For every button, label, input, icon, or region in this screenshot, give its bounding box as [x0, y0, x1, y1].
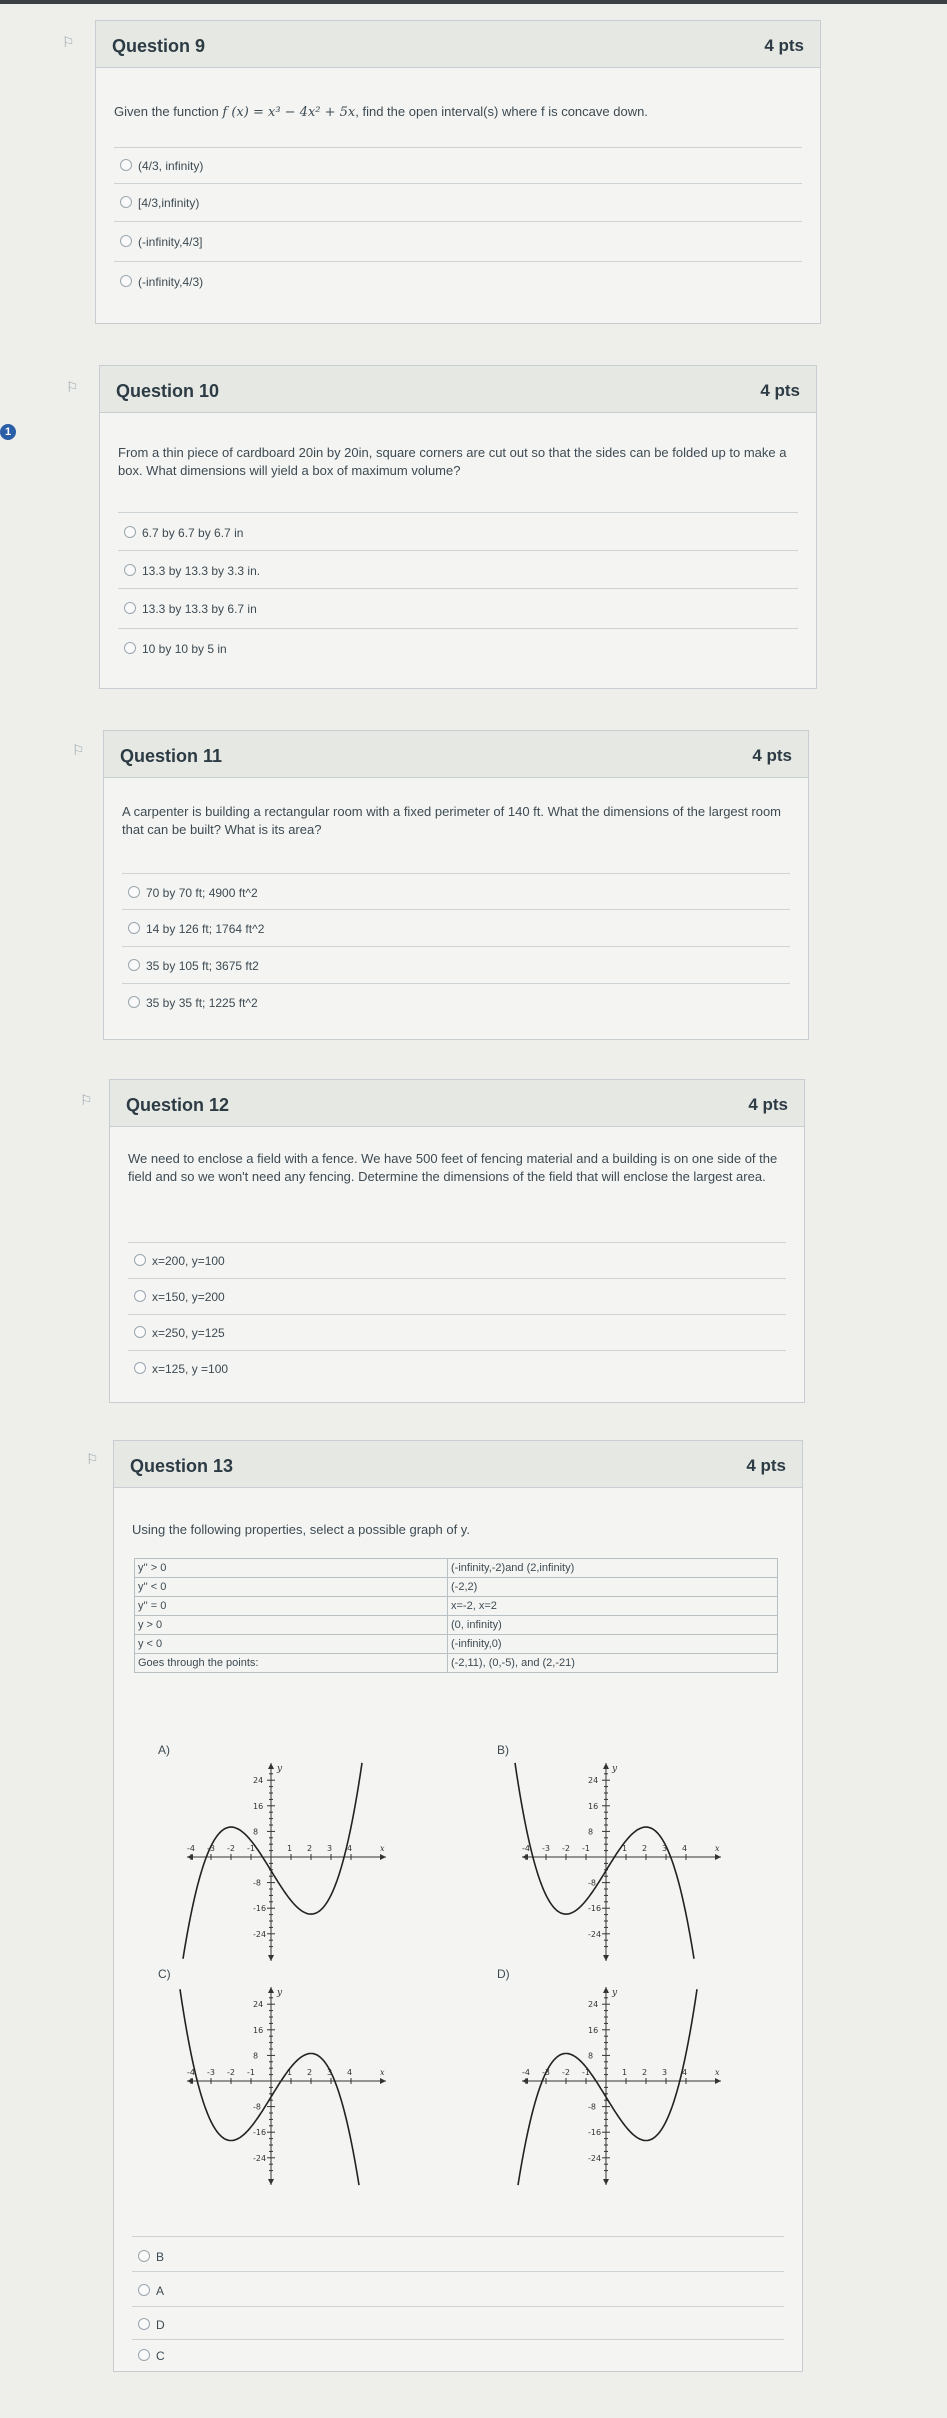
y-tick-label: 16 — [253, 1801, 264, 1811]
x-tick-label: 2 — [642, 2068, 648, 2077]
question-header — [114, 1441, 802, 1488]
radio-button[interactable] — [124, 564, 136, 576]
graph-label-b: B) — [497, 1743, 509, 1757]
y-tick-label: -8 — [588, 2102, 596, 2112]
x-axis-label: x — [380, 1844, 385, 1853]
radio-button[interactable] — [128, 886, 140, 898]
prompt-text: Given the function — [114, 104, 223, 119]
radio-button[interactable] — [120, 275, 132, 287]
x-tick-label: -1 — [582, 1844, 590, 1853]
x-tick-label: 1 — [622, 1844, 628, 1853]
y-tick-label: 24 — [588, 2000, 599, 2010]
y-tick-label: -16 — [253, 1904, 267, 1914]
y-tick-label: -24 — [253, 1929, 267, 1939]
x-tick-label: 4 — [347, 1844, 353, 1853]
answer-divider — [118, 550, 798, 551]
answer-divider — [114, 221, 802, 222]
question-prompt: From a thin piece of cardboard 20in by 20in, square corners are cut out so that the sides can be folded up to make a box. What dimensions will yield a box of maximum volume? — [118, 445, 787, 478]
radio-button[interactable] — [124, 602, 136, 614]
question-title: Question 9 — [112, 36, 206, 56]
question-prompt — [114, 103, 802, 122]
question-9-card — [95, 20, 821, 324]
answer-divider — [122, 909, 790, 910]
properties-table — [134, 1558, 778, 1673]
x-axis-label: x — [715, 2068, 720, 2077]
question-points: 4 pts — [752, 746, 792, 765]
answer-option[interactable]: 6.7 by 6.7 by 6.7 in — [124, 526, 243, 540]
answer-divider — [114, 147, 802, 148]
answer-divider — [132, 2271, 784, 2272]
answer-option[interactable]: 70 by 70 ft; 4900 ft^2 — [128, 886, 258, 900]
x-tick-label: 2 — [307, 2068, 313, 2077]
radio-button[interactable] — [134, 1362, 146, 1374]
y-tick-label: -24 — [588, 2153, 602, 2163]
x-tick-label: 3 — [327, 2068, 333, 2077]
answer-option[interactable]: D — [138, 2318, 165, 2332]
answer-option[interactable]: (4/3, infinity) — [120, 159, 203, 173]
top-border — [0, 0, 947, 4]
table-row: y'' < 0 (-2,2) — [135, 1578, 778, 1597]
answer-option[interactable]: 10 by 10 by 5 in — [124, 642, 227, 656]
radio-button[interactable] — [134, 1254, 146, 1266]
x-tick-label: -2 — [227, 1844, 235, 1853]
y-tick-label: 16 — [588, 2025, 599, 2035]
y-axis-label: y — [612, 1764, 618, 1774]
axis-arrows — [522, 1987, 721, 2185]
y-axis-label: y — [612, 1988, 618, 1998]
answer-divider — [114, 183, 802, 184]
question-11-card — [103, 730, 809, 1040]
question-header — [104, 731, 808, 778]
question-header — [100, 366, 816, 413]
question-points: 4 pts — [748, 1095, 788, 1114]
question-title: Question 11 — [120, 746, 223, 766]
y-tick-label: 24 — [588, 1776, 599, 1786]
table-row: y'' > 0 (-infinity,-2)and (2,infinity) — [135, 1559, 778, 1578]
answer-divider — [114, 261, 802, 262]
radio-button[interactable] — [138, 2318, 150, 2330]
x-tick-label: -1 — [247, 1844, 255, 1853]
y-tick-label: -8 — [253, 1878, 261, 1888]
answer-divider — [128, 1278, 786, 1279]
answer-divider — [132, 2306, 784, 2307]
flag-question-11-icon[interactable]: ⚐ — [72, 743, 85, 759]
answer-option[interactable]: x=200, y=100 — [134, 1254, 225, 1268]
question-title: Question 13 — [130, 1456, 234, 1476]
x-tick-label: 3 — [662, 1844, 668, 1853]
radio-button[interactable] — [120, 159, 132, 171]
question-points: 4 pts — [764, 36, 804, 55]
answer-option[interactable]: x=150, y=200 — [134, 1290, 225, 1304]
y-tick-label: -8 — [588, 1878, 596, 1888]
question-prompt: We need to enclose a field with a fence. We have 500 feet of fencing material and a building is on one side of the field and so we won't need any fencing. Determine the dimensions of the field that will enclose the largest area. — [128, 1151, 778, 1184]
y-tick-label: -16 — [253, 2128, 267, 2138]
radio-button[interactable] — [124, 642, 136, 654]
y-tick-label: 8 — [253, 2051, 259, 2061]
question-header — [96, 21, 820, 68]
radio-button[interactable] — [124, 526, 136, 538]
x-tick-label: -4 — [187, 2068, 195, 2077]
graph-label-a: A) — [158, 1743, 170, 1757]
axis-arrows — [187, 1987, 386, 2185]
x-tick-label: 4 — [347, 2068, 353, 2077]
x-tick-label: -3 — [207, 2068, 215, 2077]
y-tick-label: 16 — [253, 2025, 264, 2035]
x-axis-label: x — [715, 1844, 720, 1853]
x-tick-label: -2 — [227, 2068, 235, 2077]
question-prompt: Using the following properties, select a possible graph of y. — [132, 1522, 470, 1537]
answer-option[interactable]: 13.3 by 13.3 by 3.3 in. — [124, 564, 260, 578]
x-tick-label: 4 — [682, 1844, 688, 1853]
x-tick-label: -2 — [562, 1844, 570, 1853]
graph-d — [514, 1981, 729, 2191]
prompt-text-end: , find the open interval(s) where f is concave down. — [355, 104, 648, 119]
curve — [515, 1763, 694, 1959]
answer-option[interactable]: A — [138, 2284, 164, 2298]
question-12-card — [109, 1079, 805, 1403]
y-tick-label: -16 — [588, 2128, 602, 2138]
answer-option[interactable]: C — [138, 2349, 165, 2363]
radio-button[interactable] — [128, 959, 140, 971]
y-tick-label: -24 — [588, 1929, 602, 1939]
flag-question-12-icon[interactable]: ⚐ — [80, 1093, 93, 1109]
table-row: y > 0 (0, infinity) — [135, 1616, 778, 1635]
answer-divider — [118, 512, 798, 513]
question-title: Question 10 — [116, 381, 220, 401]
answer-option[interactable]: 13.3 by 13.3 by 6.7 in — [124, 602, 257, 616]
radio-button[interactable] — [128, 996, 140, 1008]
x-tick-label: -2 — [562, 2068, 570, 2077]
x-tick-label: 3 — [327, 1844, 333, 1853]
x-tick-label: 3 — [662, 2068, 668, 2077]
prompt-function: f (x) = x³ − 4x² + 5x — [222, 105, 356, 120]
answer-divider — [128, 1242, 786, 1243]
x-axis-label: x — [380, 2068, 385, 2077]
x-tick-label: 1 — [622, 2068, 628, 2077]
answer-divider — [132, 2236, 784, 2237]
x-tick-label: 1 — [287, 1844, 293, 1853]
y-tick-label: -24 — [253, 2153, 267, 2163]
answer-option[interactable]: 14 by 126 ft; 1764 ft^2 — [128, 922, 264, 936]
answer-divider — [132, 2339, 784, 2340]
answer-option[interactable]: x=125, y =100 — [134, 1362, 228, 1376]
question-points: 4 pts — [746, 1456, 786, 1475]
axis-arrows — [522, 1763, 721, 1961]
graph-label-d: D) — [497, 1967, 510, 1981]
y-tick-label: 8 — [588, 1827, 594, 1837]
answer-option[interactable]: 35 by 105 ft; 3675 ft2 — [128, 959, 259, 973]
x-tick-label: -3 — [542, 1844, 550, 1853]
flag-question-9-icon[interactable]: ⚐ — [62, 35, 75, 51]
graph-label-c: C) — [158, 1967, 171, 1981]
question-13-card — [113, 1440, 803, 2372]
flag-question-13-icon[interactable]: ⚐ — [86, 1452, 99, 1468]
answer-option[interactable]: (-infinity,4/3) — [120, 275, 203, 289]
y-tick-label: 8 — [253, 1827, 259, 1837]
answer-divider — [122, 983, 790, 984]
answer-divider — [122, 946, 790, 947]
x-tick-label: -3 — [542, 2068, 550, 2077]
radio-button[interactable] — [134, 1326, 146, 1338]
x-tick-label: -1 — [582, 2068, 590, 2077]
graph-a — [179, 1757, 394, 1967]
x-tick-label: 2 — [642, 1844, 648, 1853]
y-axis-label: y — [277, 1764, 283, 1774]
x-tick-label: 2 — [307, 1844, 313, 1853]
answer-divider — [122, 873, 790, 874]
x-tick-label: -4 — [522, 2068, 530, 2077]
answer-divider — [118, 588, 798, 589]
question-prompt: A carpenter is building a rectangular room with a fixed perimeter of 140 ft. What the dimensions of the largest room that can be built? What is its area? — [122, 804, 782, 837]
x-tick-label: 4 — [682, 2068, 688, 2077]
answer-option[interactable]: x=250, y=125 — [134, 1326, 225, 1340]
axis-arrows — [187, 1763, 386, 1961]
table-row: y'' = 0 x=-2, x=2 — [135, 1597, 778, 1616]
question-points: 4 pts — [760, 381, 800, 400]
x-tick-label: -4 — [522, 1844, 530, 1853]
answer-option[interactable]: (-infinity,4/3] — [120, 235, 202, 249]
radio-button[interactable] — [120, 196, 132, 208]
table-row: Goes through the points: (-2,11), (0,-5), and (2,-21) — [135, 1654, 778, 1673]
table-row: y < 0 (-infinity,0) — [135, 1635, 778, 1654]
x-tick-label: -3 — [207, 1844, 215, 1853]
question-title: Question 12 — [126, 1095, 230, 1115]
y-tick-label: -16 — [588, 1904, 602, 1914]
y-tick-label: 24 — [253, 2000, 264, 2010]
question-header — [110, 1080, 804, 1127]
answer-divider — [128, 1314, 786, 1315]
y-tick-label: 24 — [253, 1776, 264, 1786]
answer-divider — [118, 628, 798, 629]
graph-c — [179, 1981, 394, 2191]
y-tick-label: 8 — [588, 2051, 594, 2061]
curve — [183, 1763, 362, 1959]
alert-icon: 1 — [0, 424, 16, 440]
question-10-card — [99, 365, 817, 689]
y-tick-label: -8 — [253, 2102, 261, 2112]
radio-button[interactable] — [120, 235, 132, 247]
graph-b — [514, 1757, 729, 1967]
answer-option[interactable]: 35 by 35 ft; 1225 ft^2 — [128, 996, 258, 1010]
answer-option[interactable]: [4/3,infinity) — [120, 196, 199, 210]
flag-question-10-icon[interactable]: ⚐ — [66, 380, 79, 396]
radio-button[interactable] — [128, 922, 140, 934]
radio-button[interactable] — [138, 2284, 150, 2296]
answer-divider — [128, 1350, 786, 1351]
x-tick-label: -1 — [247, 2068, 255, 2077]
y-axis-label: y — [277, 1988, 283, 1998]
radio-button[interactable] — [134, 1290, 146, 1302]
answer-option[interactable]: B — [138, 2250, 164, 2264]
x-tick-label: -4 — [187, 1844, 195, 1853]
radio-button[interactable] — [138, 2349, 150, 2361]
x-tick-label: 1 — [287, 2068, 293, 2077]
y-tick-label: 16 — [588, 1801, 599, 1811]
radio-button[interactable] — [138, 2250, 150, 2262]
